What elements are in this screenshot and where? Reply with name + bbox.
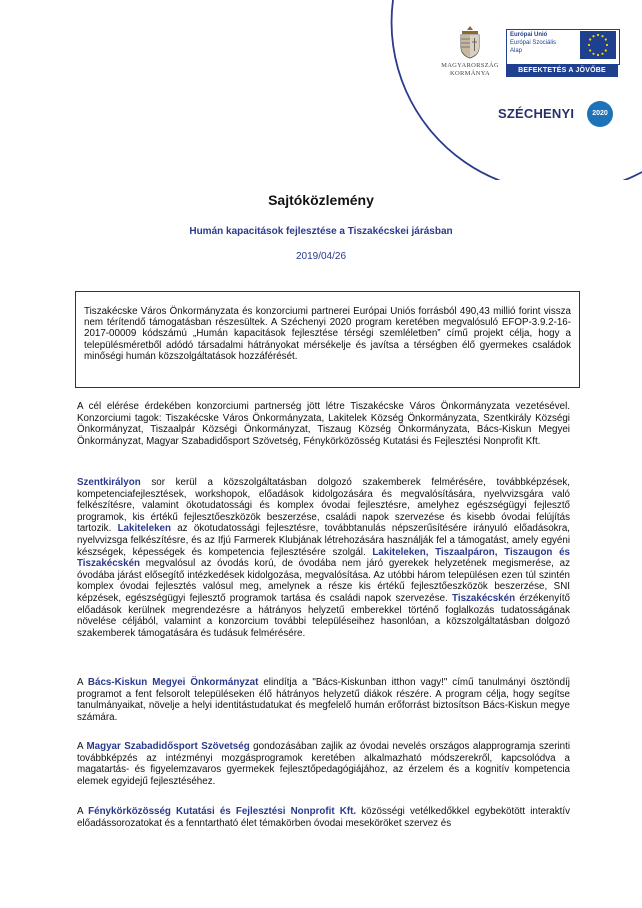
gov-name-line1: MAGYARORSZÁG (441, 62, 499, 69)
paragraph-county (77, 677, 570, 723)
hungarian-crest-icon (455, 25, 485, 59)
highlight-szentkiraly: Szentkirályon (77, 477, 141, 488)
paragraph-consortium-text: A cél elérése érdekében konzorciumi partnerség jött létre Tiszakécske Város Önkormányzata vezetésével. Konzorciumi tagok: Tiszakécske Város Önkormányzata, Lakitelek Község Önkormányzata, Szentkirály Községi Önkormányzat, Tiszaalpár Községi Önkormányzat, Tiszaug Község Önkormányzata, Bács-Kiskun Megyei Önkormányzat, Magyar Szabadidősport Szövetség, Fénykörközösség Kutatási és Fejlesztési Nonprofit Kft. (77, 401, 570, 447)
eu-text (510, 31, 556, 55)
eu-line2: Európai Szociális (510, 40, 557, 46)
eu-flag-icon (580, 31, 616, 59)
paragraph-settlements-text-2: az ökotudatossági fejlesztésre, továbbtanulás népszerűsítésére irányuló előadásokra, nyelvvizsga felkészítésre, és az Ifjú Farmerek Klubjának létrehozására használják fel a támogatást, amely egyéni készségek, képességek és kompetencia fejlesztésére szolgál. (77, 523, 570, 558)
paragraph-settlements (77, 477, 570, 639)
gov-name-line2: KORMÁNYA (450, 70, 490, 77)
highlight-lakitelek: Lakiteleken (117, 523, 171, 535)
eu-line1: Európai Unió (510, 32, 548, 38)
government-name (430, 62, 510, 78)
paragraph-settlements-text-3: megvalósul az óvodás korú, de óvodába nem járó gyerekek helyzetének megismerése, az óvodába járást elősegítő intézkedések kidolgozása, megvalósítása. Az utóbbi három településen ezen túl szintén komplex óvodai fejlesztés valósul meg, amelynek a része kis értékű fejlesztőeszközök beszerzése, SNI képzések, egészségügyi fejlesztő programok tartása és családi napok szervezése. (77, 558, 570, 604)
paragraph-fenykor (77, 806, 570, 829)
page-title: Sajtóközlemény (268, 192, 374, 208)
szechenyi-2020-badge: 2020 (587, 101, 613, 127)
highlight-county-government: Bács-Kiskun Megyei Önkormányzat (87, 677, 259, 688)
eu-line3: Alap (510, 48, 523, 54)
paragraph-fenykor-text-0: A (77, 806, 89, 817)
highlight-sport-association: Magyar Szabadidősport Szövetség (86, 741, 250, 752)
paragraph-settlements-text-4: érzékenyítő előadások kerülnek megrendezésre a hátrányos helyzetű emberekkel történő foglalkozás tudatosságának növelése céljából, valamint a konzorcium további településeihez hasonlóan, a közszolgáltatásban dolgozó szakemberek támogatására és tudásuk felmérésére. (77, 592, 570, 639)
paragraph-sport-text-1: gondozásában zajlik az óvodai nevelés országos alapprogramja szerinti továbbképzés az intézményi mozgásprogramok keretében alkalmazható módszerekről, kapcsolódva a magatartás- és figyelemzavaros gyermekek fejlesztőpedagógiájához, az érzelem és a kognitív kompetencia elemek egyidejű fejlesztéséhez. (77, 741, 571, 787)
paragraph-county-text-1: elindítja a "Bács-Kiskunban itthon vagy!" című tanulmányi ösztöndíj programot a fent felsorolt településeken élő hátrányos helyzetű diákok részére. A program célja, hogy segítse tanulmányaikat, növelje a helyi identitástudatukat és megfelelő humán erőforrást biztosítson Bács-Kiskun megye számára. (77, 677, 570, 723)
highlight-fenykor: Fénykörközösség Kutatási és Fejlesztési Nonprofit Kft. (88, 806, 357, 817)
paragraph-fenykor-text-1: közösségi vetélkedőkkel egybekötött interaktív előadássorozatokat és a fenntartható élet témakörben óvodai meseköröket szervez és (77, 806, 570, 829)
paragraph-sport-text-0: A (77, 741, 87, 752)
invest-banner: BEFEKTETÉS A JÖVŐBE (506, 65, 618, 77)
decorative-arc (0, 0, 642, 180)
paragraph-settlements-text-1: sor kerül a közszolgáltatásban dolgozó szakemberek felmérésére, továbbképzések, kompetenciafejlesztések, workshopok, előadások kidolgozására és megvalósítására, nyelvvizsgára való felkészítésre, valamint ökotudatossági és komplex óvodai fejlesztésre, amelyhez egészségügyi fejlesztő programok, kis értékű fejlesztőeszközök beszerzése, családi napok szervezése és kisebb óvodai felújítás tartozik. (77, 477, 570, 535)
highlight-tiszakecske: Tiszakécskén (452, 592, 516, 604)
paragraph-consortium (77, 401, 570, 447)
publication-date: 2019/04/26 (295, 251, 347, 262)
summary-text: Tiszakécske Város Önkormányzata és konzorciumi partnerei Európai Uniós forrásból 490,43 millió forint vissza nem térítendő támogatásban részesültek. A Széchenyi 2020 program keretében megvalósuló EFOP-3.9.2-16-2017-00009 kódszámú „Humán kapacitások fejlesztése térségi szemléletben” című projekt célja, hogy a településméretből adódó társadalmi hátrányokat mérsékelje és javítsa a térségben élő gyermekes családok minőségi humán közszolgáltatások hozzáférését. (84, 306, 571, 362)
page-subtitle: Humán kapacitások fejlesztése a Tiszakécskei járásban (189, 226, 453, 237)
highlight-four-settlements: Lakiteleken, Tiszaalpáron, Tiszaugon és Tiszakécskén (77, 546, 570, 570)
summary-box (75, 291, 580, 388)
szechenyi-label: SZÉCHENYI (498, 106, 575, 121)
paragraph-sport (77, 741, 570, 787)
paragraph-county-text-0: A (77, 677, 88, 688)
